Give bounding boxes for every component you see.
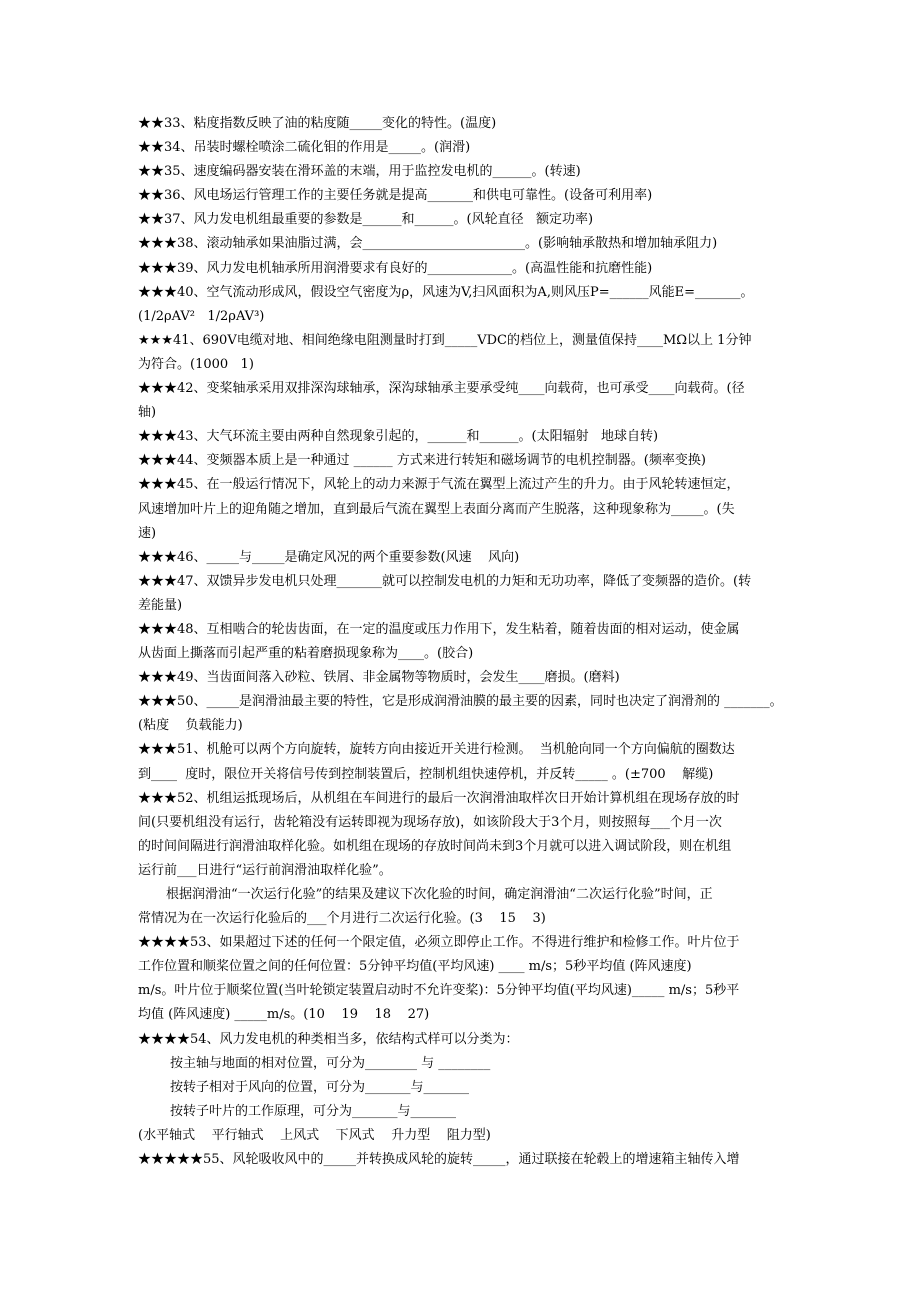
text-line: ★★★51、机舱可以两个方向旋转，旋转方向由接近开关进行检测。 当机舱向同一个方向偏航的圈数达 bbox=[138, 742, 735, 758]
text-line: 间(只要机组没有运行，齿轮箱没有运转即视为现场存放)，如该阶段大于3个月，则按照每___个月一次 bbox=[138, 814, 722, 830]
text-line: ★★36、风电场运行管理工作的主要任务就是提高_______和供电可靠性。(设备可利用率) bbox=[138, 188, 653, 204]
text-line: (1/2ρAV² 1/2ρAV³) bbox=[138, 308, 265, 324]
text-line: 均值 (阵风速度) _____m/s。(10 19 18 27) bbox=[138, 1007, 430, 1023]
text-line: ★★★44、变频器本质上是一种通过 ______ 方式来进行转矩和磁场调节的电机控制器。(频率变换) bbox=[138, 453, 706, 469]
text-line: ★★★41、690V电缆对地、相间绝缘电阻测量时打到_____VDC的档位上，测量值保持____MΩ以上 1分钟 bbox=[138, 332, 752, 348]
text-line: ★★★39、风力发电机轴承所用润滑要求有良好的_____________。(高温性能和抗磨性能) bbox=[138, 260, 653, 276]
text-line: 工作位置和顺桨位置之间的任何位置：5分钟平均值(平均风速) ____ m/s；5秒平均值 (阵风速度) bbox=[138, 959, 692, 975]
text-line: 运行前___日进行“运行前润滑油取样化验”。 bbox=[138, 862, 392, 878]
text-line: 的时间间隔进行润滑油取样化验。如机组在现场的存放时间尚未到3个月就可以进入调试阶段，则在机组 bbox=[138, 838, 732, 854]
text-line: (水平轴式 平行轴式 上风式 下风式 升力型 阻力型) bbox=[138, 1127, 491, 1143]
text-line: ★★★43、大气环流主要由两种自然现象引起的，______和______。(太阳辐射 地球自转) bbox=[138, 429, 659, 445]
text-line: 按转子相对于风向的位置，可分为_______与_______ bbox=[170, 1079, 470, 1095]
text-line: ★★37、风力发电机组最重要的参数是______和______。(风轮直径 额定功率) bbox=[138, 212, 594, 228]
text-line: ★★34、吊装时螺栓喷涂二硫化钼的作用是_____。(润滑) bbox=[138, 140, 471, 156]
text-line: ★★★38、滚动轴承如果油脂过满，会_________________________。(影响轴承散热和增加轴承阻力) bbox=[138, 236, 718, 252]
text-line: 为符合。(1000 1) bbox=[138, 356, 254, 372]
text-line: ★★★50、_____是润滑油最主要的特性，它是形成润滑油膜的最主要的因素，同时也决定了润滑剂的 _______。 bbox=[138, 694, 783, 710]
text-line: ★★★46、_____与_____是确定风况的两个重要参数(风速 风向) bbox=[138, 549, 520, 565]
text-line: ★★★48、互相啮合的轮齿齿面，在一定的温度或压力作用下，发生粘着，随着齿面的相对运动，使金属 bbox=[138, 621, 740, 637]
text-line: ★★★42、变桨轴承采用双排深沟球轴承，深沟球轴承主要承受纯____向载荷，也可承受____向载荷。(径 bbox=[138, 381, 745, 397]
text-line: ★★★★53、如果超过下述的任何一个限定值，必须立即停止工作。不得进行维护和检修工作。叶片位于 bbox=[138, 935, 740, 951]
text-line: 到____ 度时，限位开关将信号传到控制装置后，控制机组快速停机，并反转_____ 。(±700 解缆) bbox=[138, 766, 714, 782]
document-page bbox=[138, 112, 798, 1172]
text-line: ★★33、粘度指数反映了油的粘度随_____变化的特性。(温度) bbox=[138, 116, 497, 131]
text-line: ★★★47、双馈异步发电机只处理_______就可以控制发电机的力矩和无功功率，降低了变频器的造价。(转 bbox=[138, 573, 752, 589]
text-line: m/s。叶片位于顺桨位置(当叶轮锁定装置启动时不允许变桨)：5分钟平均值(平均风速)_____ m/s；5秒平 bbox=[138, 983, 740, 999]
text-line: 差能量) bbox=[138, 597, 183, 613]
text-line: ★★★40、空气流动形成风，假设空气密度为ρ，风速为V,扫风面积为A,则风压P=______风能E=_______。 bbox=[138, 284, 754, 300]
text-line: 按转子叶片的工作原理，可分为_______与_______ bbox=[170, 1103, 457, 1119]
text-line: 速) bbox=[138, 525, 157, 541]
text-line: ★★35、速度编码器安装在滑环盖的末端，用于监控发电机的______。(转速) bbox=[138, 164, 581, 180]
text-line: ★★★52、机组运抵现场后，从机组在车间进行的最后一次润滑油取样次日开始计算机组在现场存放的时 bbox=[138, 790, 740, 806]
text-line: ★★★45、在一般运行情况下，风轮上的动力来源于气流在翼型上流过产生的升力。由于风轮转速恒定， bbox=[138, 477, 740, 493]
text-line: 从齿面上撕落而引起严重的粘着磨损现象称为____。(胶合) bbox=[138, 646, 474, 662]
text-line: 按主轴与地面的相对位置，可分为________ 与 ________ bbox=[170, 1055, 491, 1071]
text-line: 风速增加叶片上的迎角随之增加，直到最后气流在翼型上表面分离而产生脱落，这种现象称为_____。(失 bbox=[138, 501, 735, 517]
text-line: (粘度 负载能力) bbox=[138, 718, 243, 734]
text-line: ★★★★54、风力发电机的种类相当多，依结构式样可以分类为： bbox=[138, 1031, 519, 1047]
text-line: 根据润滑油“一次运行化验”的结果及建议下次化验的时间，确定润滑油“二次运行化验”时间，正 bbox=[166, 887, 713, 902]
text-line: ★★★★★55、风轮吸收风中的_____并转换成风轮的旋转_____，通过联接在轮毂上的增速箱主轴传入增 bbox=[138, 1152, 740, 1168]
text-line: ★★★49、当齿面间落入砂粒、铁屑、非金属物等物质时，会发生____磨损。(磨料) bbox=[138, 670, 620, 686]
text-line: 轴) bbox=[138, 405, 157, 421]
text-line: 常情况为在一次运行化验后的___个月进行二次运行化验。(3 15 3) bbox=[138, 911, 546, 927]
